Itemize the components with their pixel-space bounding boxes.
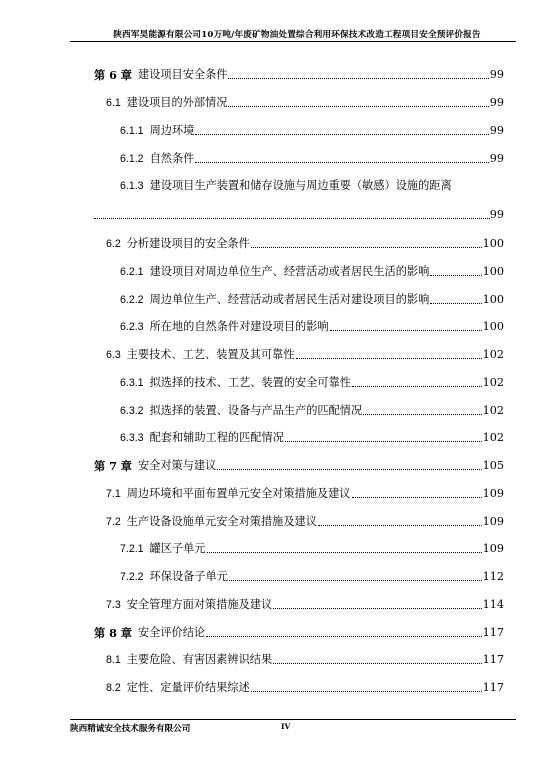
toc-entry-page: 109 bbox=[482, 487, 504, 500]
toc-entry-page: 109 bbox=[482, 515, 504, 528]
toc-entry-page: 100 bbox=[482, 237, 504, 250]
toc-leader-dots bbox=[195, 120, 488, 135]
toc-leader-dots bbox=[206, 622, 482, 637]
toc-entry-continuation[interactable] bbox=[94, 206, 504, 222]
toc-entry-title: 建设项目对周边单位生产、经营活动或者居民生活的影响 bbox=[149, 265, 430, 278]
toc-entry-page: 99 bbox=[489, 208, 504, 221]
toc-entry[interactable] bbox=[120, 150, 504, 166]
toc-entry[interactable] bbox=[120, 177, 452, 193]
toc-leader-dots bbox=[94, 204, 490, 219]
footer-company: 陕西精诚安全技术服务有限公司 bbox=[70, 724, 191, 734]
toc-entry[interactable] bbox=[106, 679, 504, 695]
toc-entry-title: 建设项目安全条件 bbox=[137, 68, 228, 81]
toc-entry-page: 117 bbox=[482, 681, 504, 694]
toc-entry-number: 6.1.3 bbox=[120, 180, 144, 192]
toc-entry-page: 102 bbox=[482, 376, 504, 389]
toc-leader-dots bbox=[195, 148, 488, 163]
toc-entry-number: 8.2 bbox=[106, 682, 121, 694]
toc-entry-title: 拟选择的技术、工艺、装置的安全可靠性 bbox=[149, 376, 351, 389]
toc-leader-dots bbox=[251, 233, 482, 248]
toc-entry-title: 自然条件 bbox=[149, 152, 195, 165]
toc-entry-number: 第 8 章 bbox=[94, 626, 132, 640]
toc-entry[interactable] bbox=[120, 402, 504, 418]
toc-entry-title: 拟选择的装置、设备与产品生产的匹配情况 bbox=[149, 404, 363, 417]
toc-entry-number: 6.1.1 bbox=[120, 125, 144, 137]
toc-entry-title: 所在地的自然条件对建设项目的影响 bbox=[149, 320, 329, 333]
toc-entry[interactable] bbox=[94, 624, 504, 640]
toc-entry-title: 周边单位生产、经营活动或者居民生活对建设项目的影响 bbox=[149, 293, 430, 306]
toc-leader-dots bbox=[228, 64, 488, 79]
toc-leader-dots bbox=[228, 92, 488, 107]
toc-entry[interactable] bbox=[106, 94, 504, 110]
toc-entry-title: 建设项目生产装置和储存设施与周边重要（敏感）设施的距离 bbox=[149, 179, 452, 192]
toc-entry-number: 6.2 bbox=[106, 238, 121, 250]
toc-leader-dots bbox=[273, 649, 481, 664]
toc-entry-page: 100 bbox=[482, 293, 504, 306]
toc-entry-page: 114 bbox=[482, 598, 504, 611]
toc-entry[interactable] bbox=[120, 122, 504, 138]
toc-leader-dots bbox=[363, 400, 482, 415]
toc-entry[interactable] bbox=[106, 651, 504, 667]
toc-entry-title: 配套和辅助工程的匹配情况 bbox=[149, 431, 284, 444]
toc-entry-title: 安全评价结论 bbox=[137, 626, 206, 639]
toc-entry[interactable] bbox=[106, 485, 504, 501]
toc-entry-page: 112 bbox=[482, 570, 504, 583]
toc-entry-page: 105 bbox=[482, 459, 504, 472]
toc-entry-number: 7.2 bbox=[106, 516, 121, 528]
toc-leader-dots bbox=[229, 566, 482, 581]
toc-entry[interactable] bbox=[94, 66, 504, 82]
toc-entry-page: 102 bbox=[482, 431, 504, 444]
toc-entry-number: 7.2.1 bbox=[120, 543, 144, 555]
toc-leader-dots bbox=[273, 594, 481, 609]
toc-leader-dots bbox=[352, 372, 482, 387]
toc-entry[interactable] bbox=[106, 596, 504, 612]
toc-entry-number: 6.2.2 bbox=[120, 294, 144, 306]
toc-entry[interactable] bbox=[120, 540, 504, 556]
toc-entry-page: 102 bbox=[482, 404, 504, 417]
toc-entry[interactable] bbox=[106, 235, 504, 251]
toc-leader-dots bbox=[352, 483, 482, 498]
toc-entry-number: 6.1.2 bbox=[120, 153, 144, 165]
toc-entry-number: 6.3.3 bbox=[120, 432, 144, 444]
toc-entry-page: 100 bbox=[482, 265, 504, 278]
toc-entry-number: 7.3 bbox=[106, 599, 121, 611]
toc-entry-number: 第 7 章 bbox=[94, 459, 132, 473]
toc-entry-number: 6.2.3 bbox=[120, 321, 144, 333]
toc-entry-title: 定性、定量评价结果综述 bbox=[126, 681, 250, 694]
toc-entry-title: 安全对策与建议 bbox=[137, 459, 217, 472]
toc-entry-title: 环保设备子单元 bbox=[149, 570, 228, 583]
toc-leader-dots bbox=[330, 316, 482, 331]
toc-leader-dots bbox=[430, 289, 481, 304]
toc-leader-dots bbox=[285, 427, 482, 442]
toc-entry-number: 6.3.1 bbox=[120, 377, 144, 389]
toc-entry-number: 7.1 bbox=[106, 488, 121, 500]
toc-leader-dots bbox=[430, 261, 481, 276]
toc-entry[interactable] bbox=[94, 457, 504, 473]
toc-leader-dots bbox=[296, 344, 482, 359]
footer-page-number: IV bbox=[281, 722, 291, 731]
toc-entry-title: 周边环境和平面布置单元安全对策措施及建议 bbox=[126, 487, 351, 500]
toc-entry-number: 7.2.2 bbox=[120, 571, 144, 583]
toc-entry[interactable] bbox=[106, 346, 504, 362]
toc-entry-title: 生产设备设施单元安全对策措施及建议 bbox=[126, 515, 317, 528]
toc-entry-title: 主要危险、有害因素辨识结果 bbox=[126, 653, 273, 666]
toc-entry-number: 6.3.2 bbox=[120, 405, 144, 417]
toc-entry-title: 罐区子单元 bbox=[149, 542, 206, 555]
toc-entry-page: 117 bbox=[482, 653, 504, 666]
toc-entry-page: 109 bbox=[482, 542, 504, 555]
toc-entry-page: 99 bbox=[489, 152, 504, 165]
toc-entry-number: 6.1 bbox=[106, 97, 121, 109]
toc-entry[interactable] bbox=[120, 318, 504, 334]
toc-leader-dots bbox=[251, 677, 482, 692]
toc-entry-page: 100 bbox=[482, 320, 504, 333]
toc-entry-page: 117 bbox=[482, 626, 504, 639]
toc-leader-dots bbox=[318, 511, 482, 526]
toc-entry[interactable] bbox=[120, 374, 504, 390]
page-header-title: 陕西军昊能源有限公司10万吨/年废矿物油处置综合利用环保技术改造工程项目安全预评价报告 bbox=[113, 30, 481, 40]
toc-entry-page: 99 bbox=[489, 68, 504, 81]
toc-entry-title: 安全管理方面对策措施及建议 bbox=[126, 598, 273, 611]
toc-leader-dots bbox=[207, 538, 482, 553]
toc-entry-page: 99 bbox=[489, 124, 504, 137]
toc-entry-number: 6.2.1 bbox=[120, 266, 144, 278]
toc-entry-title: 周边环境 bbox=[149, 124, 195, 137]
toc-entry[interactable] bbox=[120, 263, 504, 279]
toc-entry[interactable] bbox=[120, 568, 504, 584]
toc-entry[interactable] bbox=[120, 429, 504, 445]
toc-entry-number: 6.3 bbox=[106, 349, 121, 361]
footer-divider bbox=[70, 719, 516, 720]
toc-entry[interactable] bbox=[106, 513, 504, 529]
toc-entry[interactable] bbox=[120, 291, 504, 307]
toc-entry-number: 8.1 bbox=[106, 654, 121, 666]
toc-entry-title: 建设项目的外部情况 bbox=[126, 96, 228, 109]
toc-entry-page: 102 bbox=[482, 348, 504, 361]
toc-entry-title: 主要技术、工艺、装置及其可靠性 bbox=[126, 348, 295, 361]
toc-entry-page: 99 bbox=[489, 96, 504, 109]
toc-entry-title: 分析建设项目的安全条件 bbox=[126, 237, 250, 250]
toc-entry-number: 第 6 章 bbox=[94, 68, 132, 82]
toc-leader-dots bbox=[217, 455, 481, 470]
